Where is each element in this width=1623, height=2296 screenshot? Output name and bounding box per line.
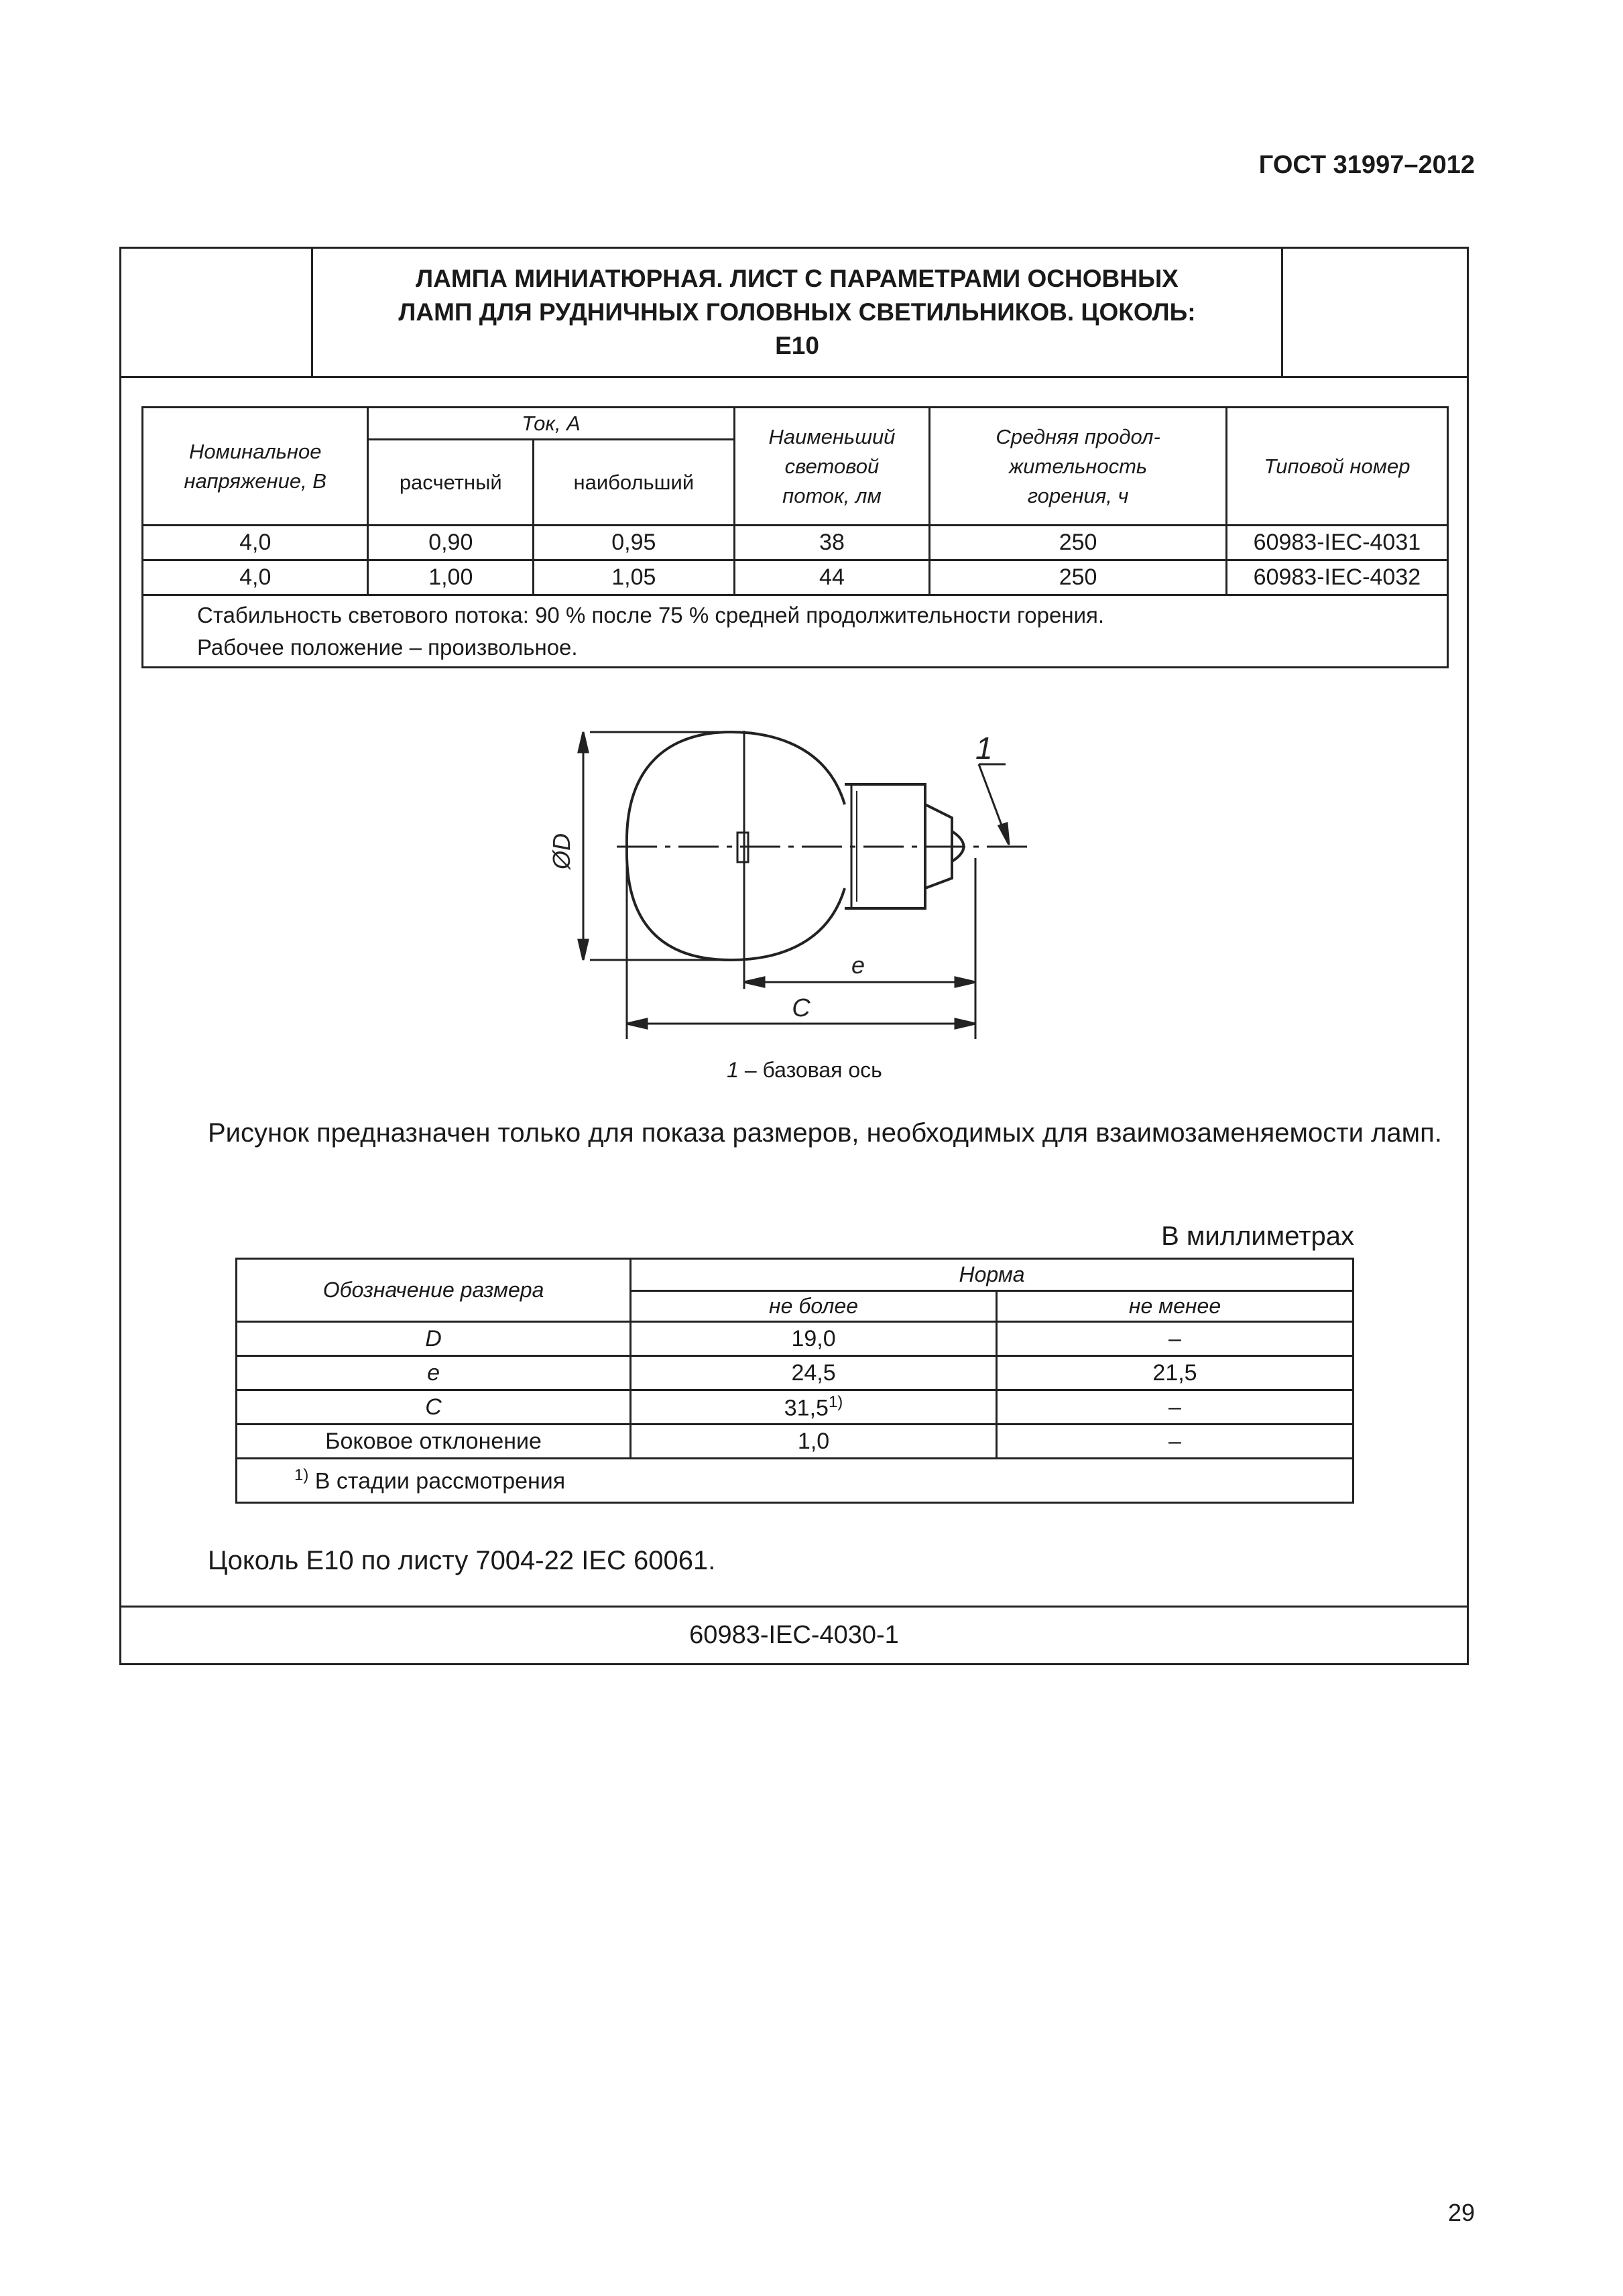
cell-current-max: 0,95 xyxy=(534,526,734,560)
cell-flux: 38 xyxy=(734,526,930,560)
label-1: 1 xyxy=(975,731,993,766)
cell-current-max: 1,05 xyxy=(534,560,734,595)
cell-designation: D xyxy=(237,1322,631,1356)
cell-type: 60983-IEC-4032 xyxy=(1226,560,1447,595)
header-designation: Обозначение размера xyxy=(237,1259,631,1322)
units-label: В миллиметрах xyxy=(1161,1221,1354,1251)
header-left-cell xyxy=(121,249,313,376)
sheet-title xyxy=(313,262,1281,363)
sheet-number: 60983-IEC-4030-1 xyxy=(689,1621,899,1649)
label-d: ØD xyxy=(548,833,575,869)
dimension-e xyxy=(744,977,975,987)
header-right-cell xyxy=(1281,249,1467,376)
header-min: не менее xyxy=(997,1291,1354,1322)
cell-current-calc: 1,00 xyxy=(368,560,534,595)
header-life: Средняя продол-жительность горения, ч xyxy=(930,408,1227,526)
lamp-parameters-table xyxy=(141,406,1449,668)
sheet-header-row xyxy=(121,249,1467,378)
cell-min: – xyxy=(997,1425,1354,1459)
cell-max-value: 31,5 xyxy=(784,1395,829,1421)
title-line-3: E10 xyxy=(775,332,819,359)
header-current-max: наибольший xyxy=(534,440,734,526)
cell-min: – xyxy=(997,1322,1354,1356)
cell-max: 19,0 xyxy=(631,1322,997,1356)
footnote-ref: 1) xyxy=(828,1392,843,1411)
label-e: e xyxy=(851,951,865,979)
footnote-mark: 1) xyxy=(294,1466,309,1485)
note-flux-stability: Стабильность светового потока: 90 % после 75 % средней продолжительности горения. xyxy=(197,602,1105,627)
leader-axis-1 xyxy=(979,764,1009,845)
note-operating-position: Рабочее положение – произвольное. xyxy=(197,634,578,660)
footnote-text: В стадии рассмотрения xyxy=(308,1468,566,1494)
cell-voltage: 4,0 xyxy=(143,560,368,595)
cell-min: – xyxy=(997,1390,1354,1425)
title-line-1: ЛАМПА МИНИАТЮРНАЯ. ЛИСТ С ПАРАМЕТРАМИ ОСНОВНЫХ xyxy=(416,265,1179,292)
header-flux: Наименьший световой поток, лм xyxy=(734,408,930,526)
table-row xyxy=(237,1390,1354,1425)
caption-number: 1 xyxy=(727,1058,739,1082)
header-current-calc: расчетный xyxy=(368,440,534,526)
cell-designation: e xyxy=(237,1356,631,1390)
footer-divider xyxy=(119,1606,1469,1608)
body-paragraph: Рисунок предназначен только для показа размеров, необходимых для взаимозаменяемости ламп. xyxy=(208,1118,1442,1148)
title-line-2: ЛАМП ДЛЯ РУДНИЧНЫХ ГОЛОВНЫХ СВЕТИЛЬНИКОВ. ЦОКОЛЬ: xyxy=(398,298,1196,326)
cell-voltage: 4,0 xyxy=(143,526,368,560)
cell-type: 60983-IEC-4031 xyxy=(1226,526,1447,560)
caption-text: – базовая ось xyxy=(738,1058,882,1082)
label-c: C xyxy=(792,994,810,1022)
cell-life: 250 xyxy=(930,526,1227,560)
document-code: ГОСТ 31997–2012 xyxy=(1258,151,1475,179)
base-reference-note: Цоколь E10 по листу 7004-22 IEC 60061. xyxy=(208,1546,716,1575)
cell-max: 24,5 xyxy=(631,1356,997,1390)
header-max: не более xyxy=(631,1291,997,1322)
header-current: Ток, А xyxy=(368,408,734,440)
header-norm: Норма xyxy=(631,1259,1354,1291)
page-number: 29 xyxy=(1447,2199,1475,2226)
dimensions-table xyxy=(235,1258,1354,1504)
table-row xyxy=(237,1425,1354,1459)
header-voltage: Номинальное напряжение, В xyxy=(143,408,368,526)
cell-max: 1,0 xyxy=(631,1425,997,1459)
table-row xyxy=(237,1356,1354,1390)
params-note xyxy=(143,595,1448,668)
dims-footnote xyxy=(237,1459,1354,1503)
cell-designation: C xyxy=(237,1390,631,1425)
cell-min: 21,5 xyxy=(997,1356,1354,1390)
figure-caption xyxy=(670,1058,939,1083)
cell-flux: 44 xyxy=(734,560,930,595)
cell-designation: Боковое отклонение xyxy=(237,1425,631,1459)
table-row xyxy=(143,526,1448,560)
header-type: Типовой номер xyxy=(1226,408,1447,526)
cell-max xyxy=(631,1390,997,1425)
cell-life: 250 xyxy=(930,560,1227,595)
cell-current-calc: 0,90 xyxy=(368,526,534,560)
table-row xyxy=(143,560,1448,595)
lamp-dimension-drawing xyxy=(536,717,1059,1052)
table-row xyxy=(237,1322,1354,1356)
